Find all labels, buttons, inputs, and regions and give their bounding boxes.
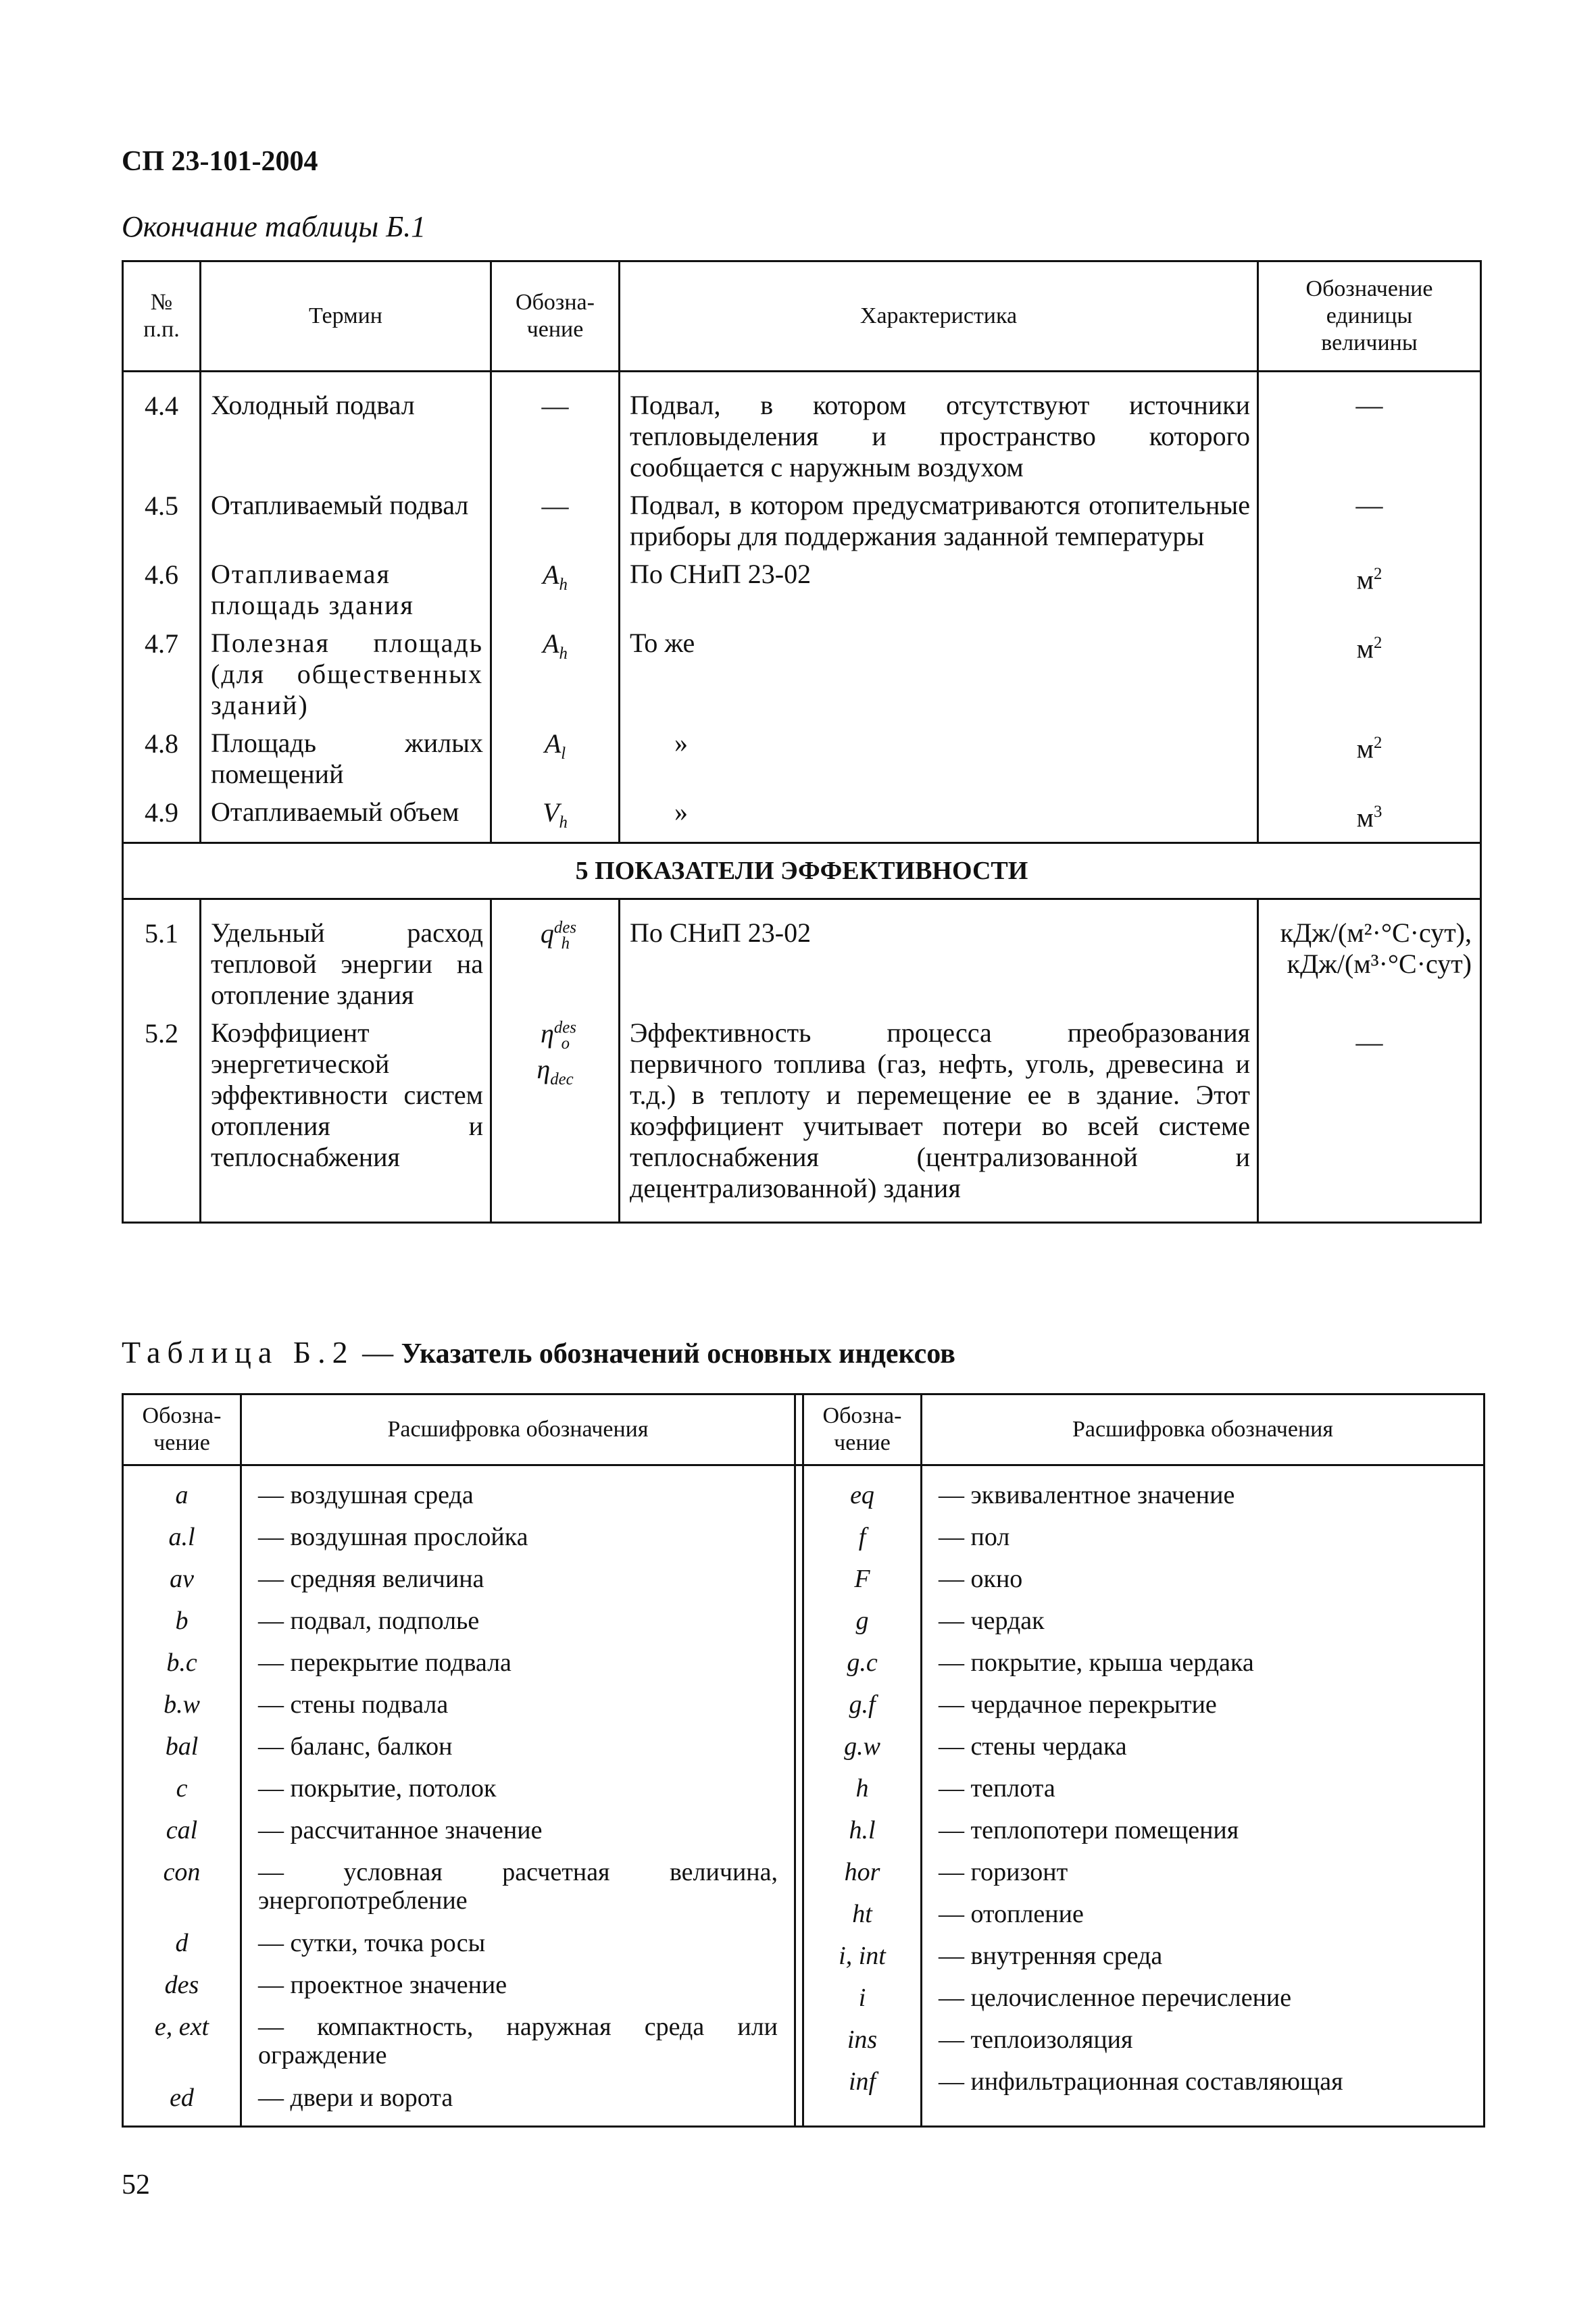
list-item-meaning: — проектное значение xyxy=(258,1971,507,1999)
table-continuation-caption: Окончание таблицы Б.1 xyxy=(122,210,426,243)
row-unit: — xyxy=(1258,483,1481,552)
header-term: Термин xyxy=(201,261,491,372)
list-item-meaning: — воздушная прослойка xyxy=(258,1523,528,1551)
list-item-symbol: b.w xyxy=(164,1690,200,1719)
row-unit: — xyxy=(1258,372,1481,484)
list-item-meaning: — инфильтрационная составляющая xyxy=(939,2067,1343,2096)
right-symbols xyxy=(803,1465,922,2127)
table-row xyxy=(123,1011,1481,1223)
header-symbol-left: Обозна-чение xyxy=(123,1394,241,1465)
header-symbol: Обозна-чение xyxy=(491,261,620,372)
table-row xyxy=(123,621,1481,721)
list-item-meaning: — теплота xyxy=(939,1774,1055,1803)
row-description: По СНиП 23-02 xyxy=(620,552,1258,621)
list-item-symbol: i xyxy=(858,1984,866,2012)
table-b2 xyxy=(122,1393,1485,2128)
row-num: 4.4 xyxy=(123,372,201,484)
row-unit: $м^3$ xyxy=(1258,790,1481,843)
table-row xyxy=(123,721,1481,790)
list-item-meaning: — внутренняя среда xyxy=(939,1942,1163,1970)
row-description: То же xyxy=(620,621,1258,721)
list-item-meaning: — покрытие, потолок xyxy=(258,1774,497,1803)
list-item-meaning: — покрытие, крыша чердака xyxy=(939,1649,1254,1677)
list-item-symbol: inf xyxy=(848,2067,876,2096)
header-symbol-right: Обозна-чение xyxy=(803,1394,922,1465)
row-term: Площадь жилых помещений xyxy=(201,721,491,790)
list-item-symbol: ht xyxy=(852,1900,872,1928)
list-item-symbol: d xyxy=(175,1929,189,1957)
row-symbol: — xyxy=(491,483,620,552)
header-description: Характеристика xyxy=(620,261,1258,372)
row-symbol: $\eta^{des}_o$ $\eta_{dec}$ xyxy=(491,1011,620,1223)
row-unit: — xyxy=(1258,1011,1481,1223)
list-item-symbol: b xyxy=(175,1607,189,1635)
header-unit: Обозначение единицы величины xyxy=(1258,261,1481,372)
table-b1 xyxy=(122,260,1482,1224)
list-item-symbol: i, int xyxy=(839,1942,886,1970)
table-b2-title xyxy=(122,1334,955,1370)
list-item-symbol: h xyxy=(855,1774,869,1803)
row-num: 5.1 xyxy=(123,899,201,1011)
list-item-meaning: — воздушная среда xyxy=(258,1481,474,1509)
list-item-symbol: b.c xyxy=(166,1649,197,1677)
row-symbol: $q^{des}_h$ xyxy=(491,899,620,1011)
list-item-symbol: des xyxy=(164,1971,199,1999)
list-item-meaning: — пол xyxy=(939,1523,1010,1551)
list-item-meaning: — чердачное перекрытие xyxy=(939,1690,1217,1719)
row-term: Холодный подвал xyxy=(201,372,491,484)
list-item-meaning: — окно xyxy=(939,1565,1023,1593)
list-item-symbol: F xyxy=(854,1565,870,1593)
header-meaning-right: Расшифровка обозначения xyxy=(922,1394,1485,1465)
header-num: № п.п. xyxy=(123,261,201,372)
list-item-meaning: — теплоизоляция xyxy=(939,2026,1133,2054)
row-unit: $м^2$ xyxy=(1258,721,1481,790)
list-item-meaning: — средняя величина xyxy=(258,1565,484,1593)
list-item-symbol: e, ext xyxy=(154,2013,209,2041)
list-item-meaning: — перекрытие подвала xyxy=(258,1649,512,1677)
row-symbol: $A_h$ xyxy=(491,621,620,721)
page-number: 52 xyxy=(122,2169,150,2200)
table-b2-dash: — xyxy=(362,1335,394,1369)
row-symbol: $A_h$ xyxy=(491,552,620,621)
row-num: 5.2 xyxy=(123,1011,201,1223)
row-num: 4.7 xyxy=(123,621,201,721)
list-item-meaning: — эквивалентное значение xyxy=(939,1481,1235,1509)
row-num: 4.8 xyxy=(123,721,201,790)
list-item-meaning: — чердак xyxy=(939,1607,1045,1635)
list-item-meaning: — целочисленное перечисление xyxy=(939,1984,1292,2012)
row-description: Подвал, в котором предусматриваются отопительные приборы для поддержания заданной температуры xyxy=(620,483,1258,552)
list-item-meaning: — отопление xyxy=(939,1900,1084,1928)
list-item-symbol: ins xyxy=(847,2026,878,2054)
list-item-symbol: c xyxy=(176,1774,188,1803)
row-symbol: $A_l$ xyxy=(491,721,620,790)
table-b2-label: Таблица Б.2 xyxy=(122,1335,355,1369)
section-row xyxy=(123,843,1481,899)
row-description: По СНиП 23-02 xyxy=(620,899,1258,1011)
row-num: 4.9 xyxy=(123,790,201,843)
list-item-symbol: bal xyxy=(165,1732,199,1761)
list-item-symbol: eq xyxy=(850,1481,874,1509)
left-symbols xyxy=(123,1465,241,2127)
row-term: Отапливаемый объем xyxy=(201,790,491,843)
document-code: СП 23-101-2004 xyxy=(122,146,318,177)
list-item-symbol: g.f xyxy=(849,1690,876,1719)
list-item-symbol: av xyxy=(170,1565,194,1593)
row-description: Подвал, в котором отсутствуют источники тепловыделения и пространство которого сообщается с наружным воздухом xyxy=(620,372,1258,484)
list-item-meaning: — сутки, точка росы xyxy=(258,1929,486,1957)
table-row xyxy=(123,790,1481,843)
list-item-symbol: h.l xyxy=(849,1816,876,1844)
row-description: » xyxy=(620,721,1258,790)
right-meanings xyxy=(922,1465,1485,2127)
list-item-meaning: — двери и ворота xyxy=(258,2084,453,2112)
list-item-meaning: — рассчитанное значение xyxy=(258,1816,543,1844)
list-item-symbol: g.c xyxy=(847,1649,878,1677)
row-term: Отапливаемый подвал xyxy=(201,483,491,552)
list-item-symbol: ed xyxy=(170,2084,194,2112)
table-row xyxy=(123,483,1481,552)
list-item-symbol: g xyxy=(855,1607,869,1635)
row-symbol: — xyxy=(491,372,620,484)
section-title: 5 ПОКАЗАТЕЛИ ЭФФЕКТИВНОСТИ xyxy=(123,843,1481,899)
list-item-meaning: — подвал, подполье xyxy=(258,1607,480,1635)
row-unit: $м^2$ xyxy=(1258,552,1481,621)
left-meanings xyxy=(241,1465,795,2127)
row-term: Полезная площадь (для общественных зданий) xyxy=(201,621,491,721)
list-item-symbol: a.l xyxy=(168,1523,195,1551)
row-num: 4.5 xyxy=(123,483,201,552)
row-symbol: $V_h$ xyxy=(491,790,620,843)
list-item-symbol: con xyxy=(163,1858,201,1886)
column-divider xyxy=(795,1465,803,2127)
list-item-meaning: — компактность, наружная среда или ограждение xyxy=(258,2013,778,2069)
row-unit: кДж/(м²·°С·сут), кДж/(м³·°С·сут) xyxy=(1258,899,1481,1011)
table-row xyxy=(123,552,1481,621)
row-unit: $м^2$ xyxy=(1258,621,1481,721)
row-description: Эффективность процесса преобразования первичного топлива (газ, нефть, уголь, древесина и т.д.) в теплоту и перемещение ее в здание. Этот коэффициент учитывает потери во всей системе теплоснабжения (централизованной и децентрализованной) здания xyxy=(620,1011,1258,1223)
table-row xyxy=(123,899,1481,1011)
table-b2-heading: Указатель обозначений основных индексов xyxy=(401,1338,955,1369)
list-item-meaning: — стены подвала xyxy=(258,1690,449,1719)
list-item-meaning: — условная расчетная величина, энергопотребление xyxy=(258,1858,778,1915)
row-description: » xyxy=(620,790,1258,843)
row-term: Отапливаемая площадь здания xyxy=(201,552,491,621)
list-item-symbol: g.w xyxy=(844,1732,880,1761)
list-item-symbol: cal xyxy=(166,1816,198,1844)
list-item-symbol: a xyxy=(175,1481,189,1509)
list-item-symbol: f xyxy=(858,1523,866,1551)
list-item-symbol: hor xyxy=(844,1858,880,1886)
row-num: 4.6 xyxy=(123,552,201,621)
header-meaning-left: Расшифровка обозначения xyxy=(241,1394,795,1465)
table-row xyxy=(123,372,1481,484)
column-divider xyxy=(795,1394,803,1465)
row-term: Коэффициент энергетической эффективности систем отопления и теплоснабжения xyxy=(201,1011,491,1223)
list-item-meaning: — стены чердака xyxy=(939,1732,1127,1761)
list-item-meaning: — горизонт xyxy=(939,1858,1068,1886)
list-item-meaning: — теплопотери помещения xyxy=(939,1816,1239,1844)
list-item-meaning: — баланс, балкон xyxy=(258,1732,453,1761)
row-term: Удельный расход тепловой энергии на отопление здания xyxy=(201,899,491,1011)
